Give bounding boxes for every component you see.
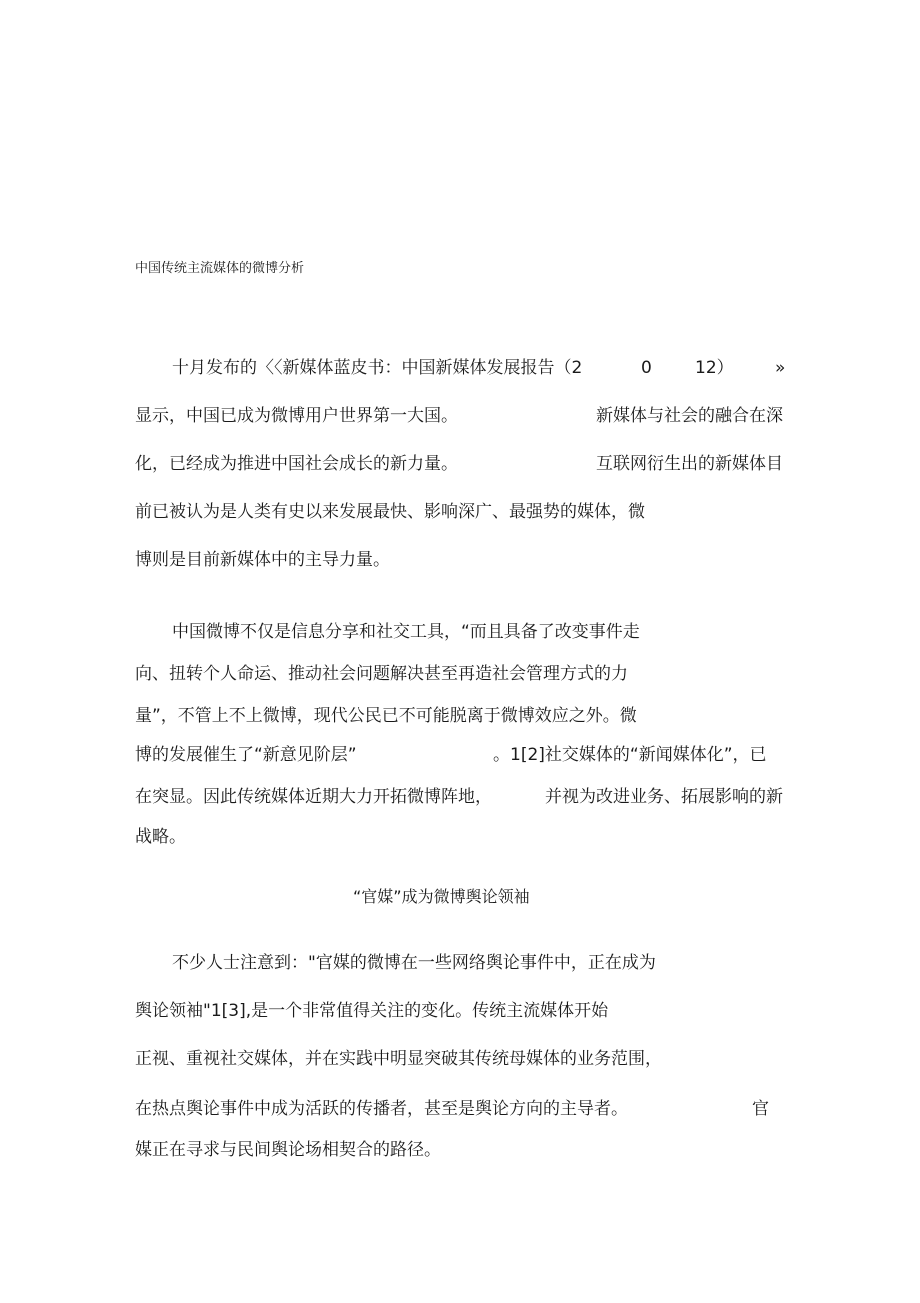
paragraph3-line5: 媒正在寻求与民间舆论场相契合的路径。 — [135, 1140, 441, 1160]
paragraph2-line5b: 并视为改进业务、拓展影响的新 — [545, 787, 783, 807]
section-subheading: “官媒”成为微博舆论领袖 — [353, 887, 530, 906]
paragraph1-line5: 博则是目前新媒体中的主导力量。 — [135, 550, 390, 570]
paragraph1-line1c: 12） — [695, 358, 734, 378]
paragraph1-line1a: 十月发布的〈〈新媒体蓝皮书：中国新媒体发展报告（2 — [172, 358, 583, 378]
paragraph2-line4a: 博的发展催生了“新意见阶层” — [135, 745, 357, 765]
document-title: 中国传统主流媒体的微博分析 — [135, 261, 305, 276]
paragraph2-line4b: 。1[2]社交媒体的“新闻媒体化”，已 — [493, 745, 767, 765]
paragraph3-line2: 舆论领袖"1[3],是一个非常值得关注的变化。传统主流媒体开始 — [135, 1001, 609, 1021]
paragraph3-line3: 正视、重视社交媒体，并在实践中明显突破其传统母媒体的业务范围， — [135, 1049, 662, 1069]
paragraph2-line3: 量”，不管上不上微博，现代公民已不可能脱离于微博效应之外。微 — [135, 706, 637, 726]
paragraph1-line2b: 新媒体与社会的融合在深 — [596, 406, 783, 426]
paragraph3-line4b: 官 — [752, 1099, 769, 1119]
paragraph2-line2: 向、扭转个人命运、推动社会问题解决甚至再造社会管理方式的力 — [135, 664, 628, 684]
paragraph2-line1: 中国微博不仅是信息分享和社交工具，“而且具备了改变事件走 — [172, 622, 640, 642]
paragraph3-line1: 不少人士注意到："官媒的微博在一些网络舆论事件中，正在成为 — [172, 953, 656, 973]
paragraph3-line4a: 在热点舆论事件中成为活跃的传播者，甚至是舆论方向的主导者。 — [135, 1099, 628, 1119]
paragraph2-line5a: 在突显。因此传统媒体近期大力开拓微博阵地， — [135, 787, 492, 807]
paragraph2-line6: 战略。 — [135, 827, 186, 847]
paragraph1-line1d: » — [775, 358, 786, 378]
paragraph1-line3b: 互联网衍生出的新媒体目 — [596, 454, 783, 474]
paragraph1-line2a: 显示，中国已成为微博用户世界第一大国。 — [135, 406, 458, 426]
paragraph1-line1b: 0 — [641, 358, 652, 378]
paragraph1-line4: 前已被认为是人类有史以来发展最快、影响深广、最强势的媒体，微 — [135, 502, 645, 522]
paragraph1-line3a: 化，已经成为推进中国社会成长的新力量。 — [135, 454, 458, 474]
